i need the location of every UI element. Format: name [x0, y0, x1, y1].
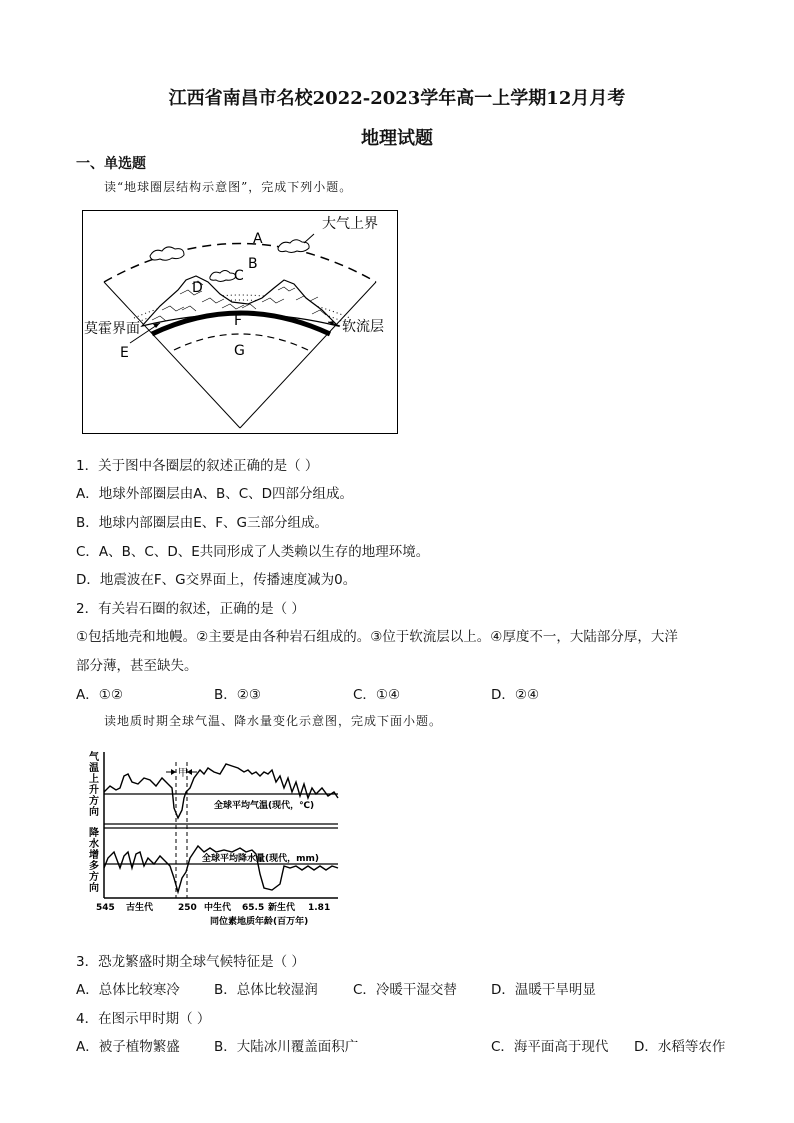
- label-E: E: [120, 345, 129, 361]
- precipitation-curve: [104, 846, 338, 892]
- question-2-body-line2: 部分薄，甚至缺失。: [76, 658, 198, 674]
- question-2-option-d[interactable]: D．②④: [491, 687, 540, 703]
- label-asthenosphere: 软流层: [342, 319, 384, 335]
- x-tick-1-81: 1.81: [308, 903, 331, 913]
- question-3-option-a[interactable]: A．总体比较寒冷: [76, 982, 180, 998]
- question-1-option-b[interactable]: B．地球内部圈层由E、F、G三部分组成。: [76, 515, 329, 531]
- question-3-option-d[interactable]: D．温暖干旱明显: [491, 982, 596, 998]
- y-top-char: 方: [89, 796, 99, 807]
- jia-label: 甲: [178, 768, 188, 779]
- precipitation-caption: 全球平均降水量(现代，mm): [202, 854, 319, 864]
- question-3-option-c[interactable]: C．冷暖干湿交替: [353, 982, 457, 998]
- label-G: G: [234, 343, 245, 359]
- figure2-intro: 读地质时期全球气温、降水量变化示意图，完成下面小题。: [104, 714, 443, 728]
- earth-layers-diagram: [82, 210, 398, 434]
- x-tick-mesozoic: 中生代: [204, 903, 232, 913]
- y-bottom-char: 多: [89, 861, 99, 872]
- question-2-body-line1: ①包括地壳和地幔。②主要是由各种岩石组成的。③位于软流层以上。④厚度不一，大陆部分厚，大洋: [76, 629, 678, 645]
- question-4-option-b[interactable]: B．大陆冰川覆盖面积广: [214, 1039, 359, 1055]
- y-bottom-char: 向: [89, 883, 99, 894]
- label-A: A: [253, 231, 263, 247]
- question-4-option-d[interactable]: D．水稻等农作: [634, 1039, 726, 1055]
- question-3-option-b[interactable]: B．总体比较湿润: [214, 982, 318, 998]
- question-2-stem: 2．有关岩石圈的叙述，正确的是（ ）: [76, 601, 305, 617]
- page-subtitle: 地理试题: [361, 128, 433, 149]
- label-C: C: [234, 268, 244, 284]
- label-atmosphere-boundary: 大气上界: [322, 216, 378, 232]
- climate-history-diagram: [86, 748, 356, 934]
- figure1-intro: 读“地球圈层结构示意图”，完成下列小题。: [104, 180, 353, 194]
- question-2-option-a[interactable]: A．①②: [76, 687, 123, 703]
- y-top-char: 向: [89, 807, 99, 818]
- label-F: F: [234, 313, 243, 329]
- y-top-char: 升: [89, 785, 99, 796]
- question-1-option-d[interactable]: D．地震波在F、G交界面上，传播速度减为0。: [76, 572, 357, 588]
- x-tick-545: 545: [96, 903, 115, 913]
- x-tick-250: 250: [178, 903, 197, 913]
- y-top-char: 上: [89, 774, 99, 785]
- question-4-stem: 4．在图示甲时期（ ）: [76, 1011, 211, 1027]
- y-bottom-char: 增: [89, 850, 99, 861]
- y-bottom-char: 降: [89, 828, 99, 839]
- question-1-option-c[interactable]: C．A、B、C、D、E共同形成了人类赖以生存的地理环境。: [76, 544, 430, 560]
- section-heading: 一、单选题: [76, 156, 146, 172]
- question-2-option-c[interactable]: C．①④: [353, 687, 401, 703]
- x-axis-title: 同位素地质年龄(百万年): [210, 917, 309, 927]
- label-D: D: [192, 280, 203, 296]
- question-2-option-b[interactable]: B．②③: [214, 687, 261, 703]
- question-1-stem: 1．关于图中各圈层的叙述正确的是（ ）: [76, 458, 319, 474]
- x-tick-cenozoic: 新生代: [268, 903, 296, 913]
- label-B: B: [248, 256, 258, 272]
- question-3-stem: 3．恐龙繁盛时期全球气候特征是（ ）: [76, 954, 305, 970]
- question-1-option-a[interactable]: A．地球外部圈层由A、B、C、D四部分组成。: [76, 486, 354, 502]
- question-4-option-c[interactable]: C．海平面高于现代: [491, 1039, 609, 1055]
- question-4-option-a[interactable]: A．被子植物繁盛: [76, 1039, 180, 1055]
- x-tick-65-5: 65.5: [242, 903, 265, 913]
- y-top-char: 气: [89, 752, 99, 763]
- temperature-caption: 全球平均气温(现代，℃): [214, 801, 315, 811]
- y-top-char: 温: [89, 763, 99, 774]
- x-tick-paleozoic: 古生代: [126, 903, 154, 913]
- label-moho: 莫霍界面: [84, 321, 140, 337]
- y-bottom-char: 方: [89, 872, 99, 883]
- y-bottom-char: 水: [89, 839, 99, 850]
- page-title: 江西省南昌市名校2022-2023学年高一上学期12月月考: [168, 88, 626, 109]
